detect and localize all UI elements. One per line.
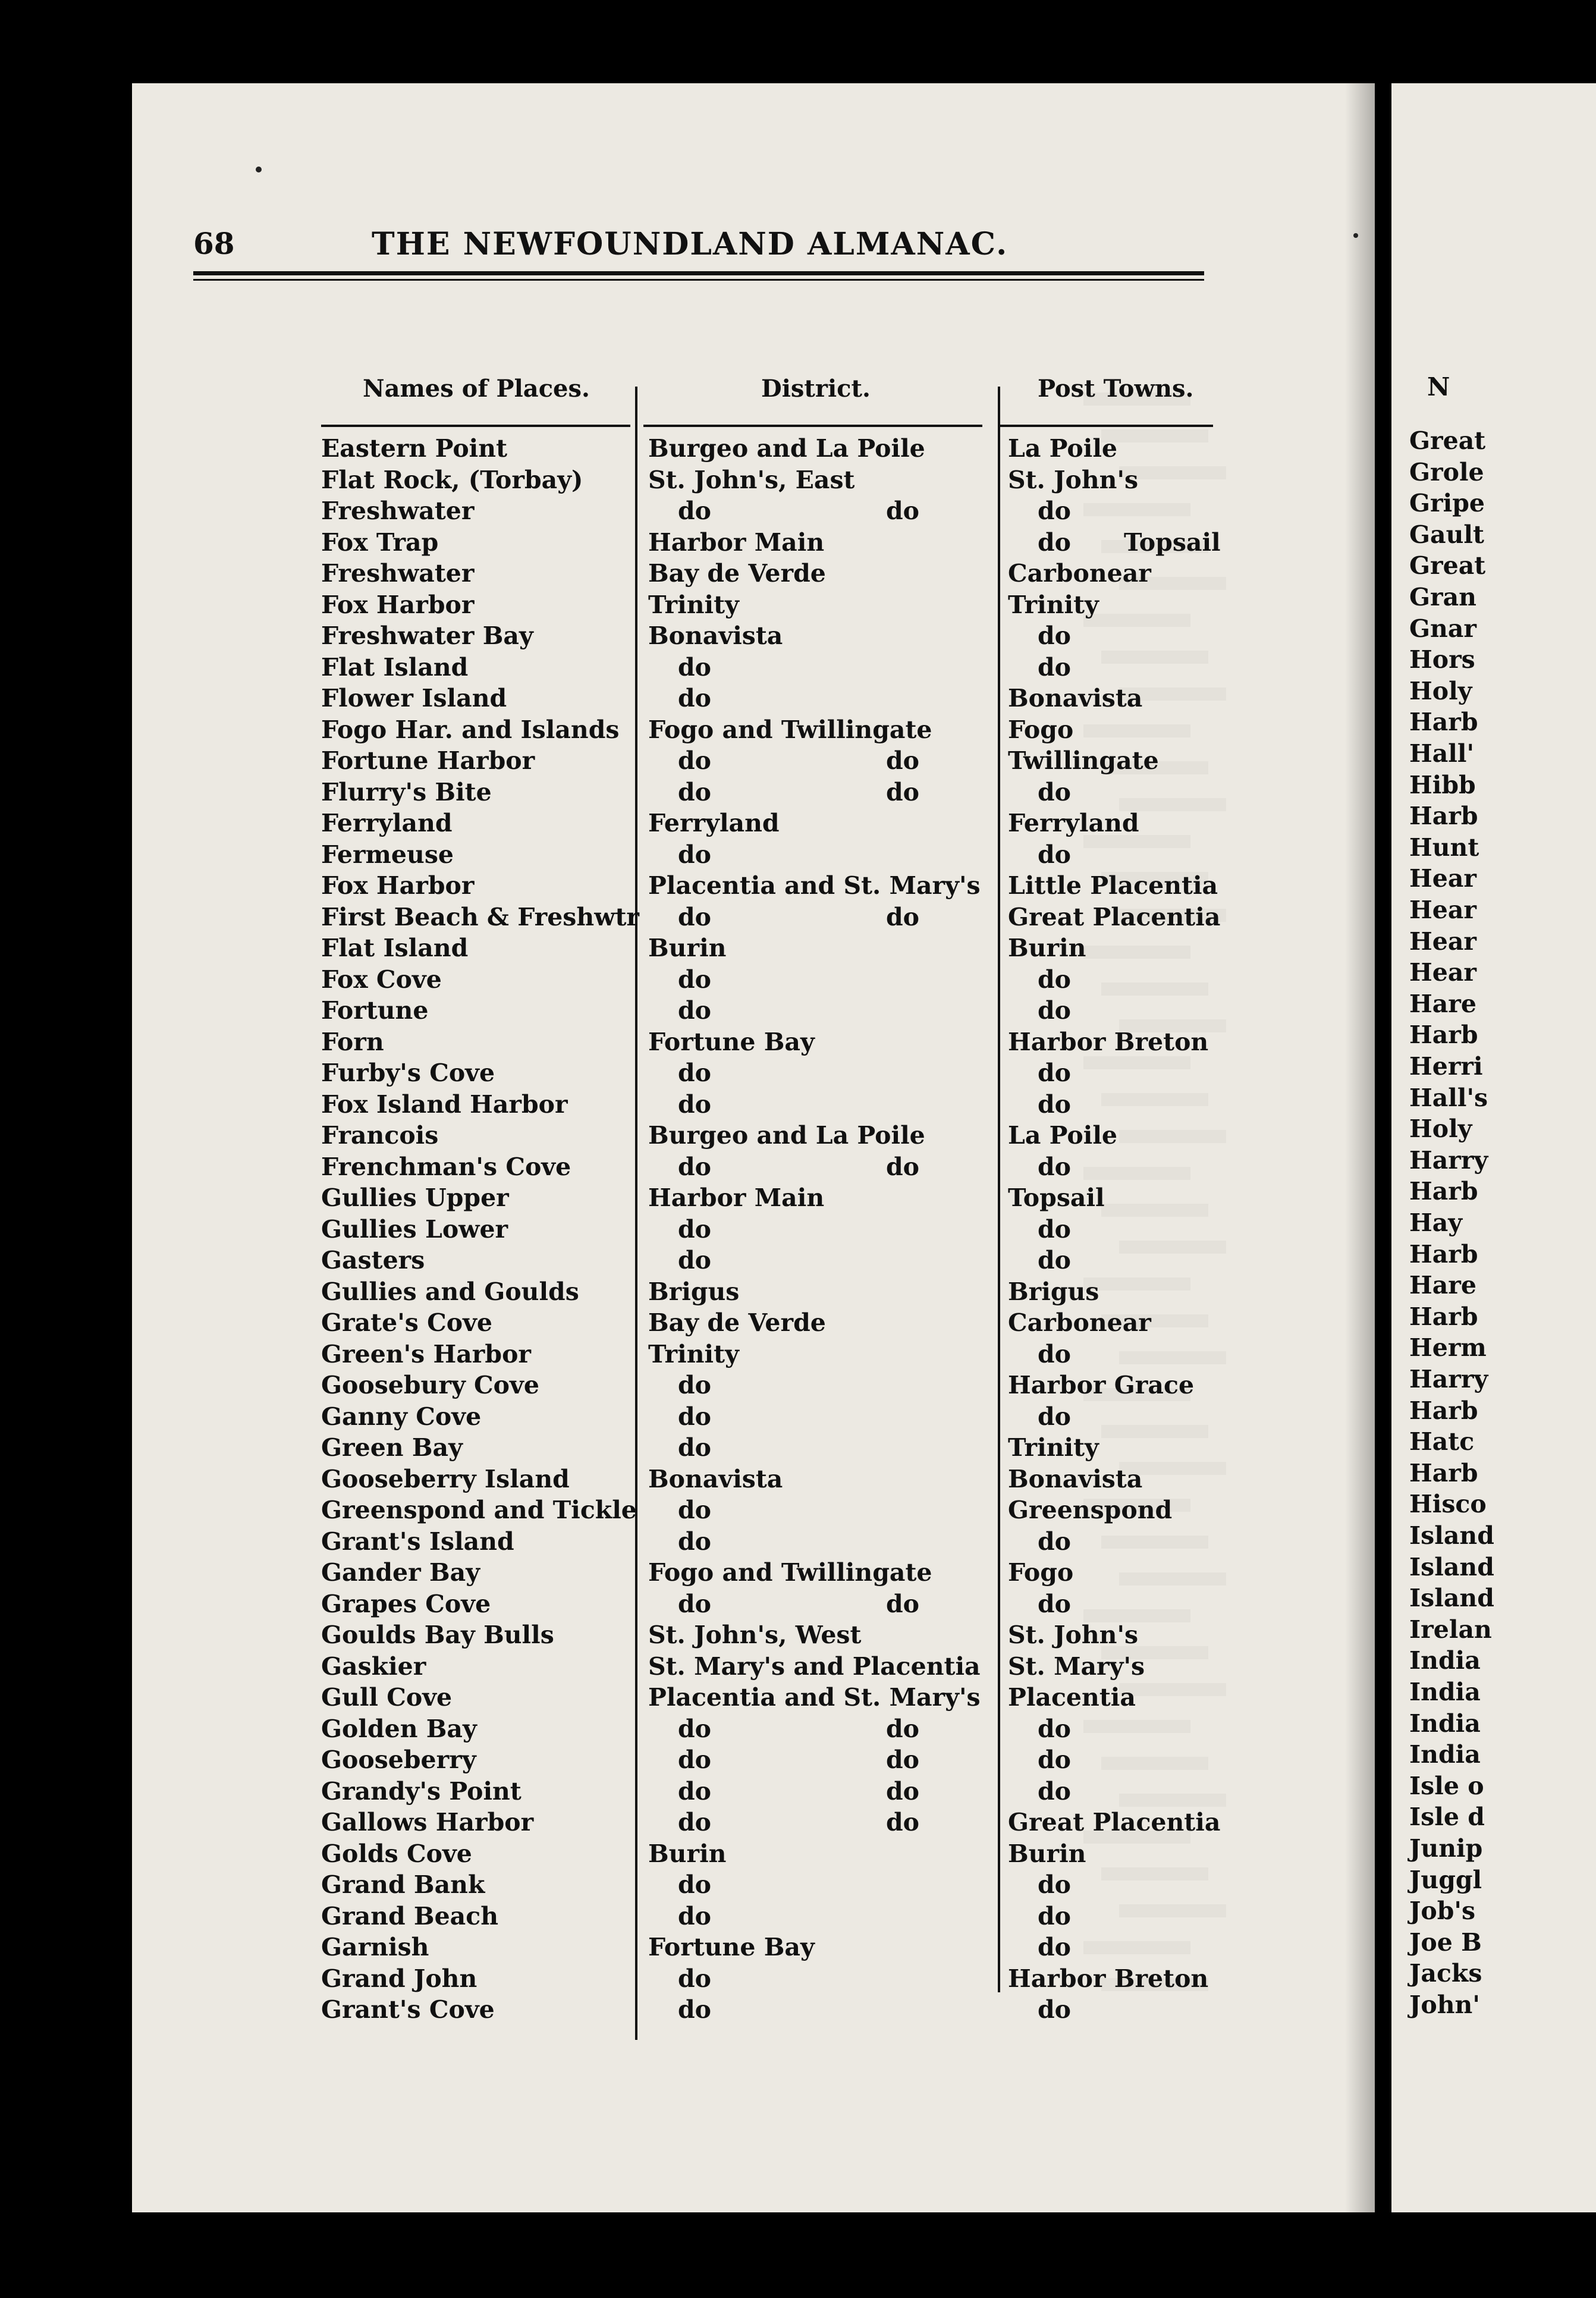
place-name: Frenchman's Cove	[321, 1152, 571, 1181]
next-page-entry: Great	[1409, 426, 1486, 455]
table-row	[0, 1588, 1243, 1619]
next-page-entry: Harb	[1409, 708, 1478, 737]
district: do	[678, 777, 712, 806]
column-header-names: Names of Places.	[363, 375, 590, 403]
post-town: Great Placentia	[1008, 902, 1221, 931]
table-row	[0, 1682, 1243, 1713]
next-page-entry: Junip	[1409, 1834, 1483, 1863]
post-town: do	[1038, 497, 1072, 525]
next-page-entry: Gran	[1409, 583, 1476, 611]
table-row	[0, 464, 1243, 495]
district: Brigus	[648, 1277, 740, 1306]
table-row	[0, 1182, 1243, 1213]
table-row	[0, 1120, 1243, 1151]
next-page-entry: Isle d	[1409, 1803, 1485, 1832]
table-row	[0, 1526, 1243, 1557]
table-row	[0, 1432, 1243, 1463]
next-page-entry: Hear	[1409, 927, 1476, 956]
next-page-entry: Gault	[1409, 520, 1484, 549]
table-row	[0, 870, 1243, 901]
district: do	[678, 1901, 712, 1930]
place-name: Ganny Cove	[321, 1402, 482, 1431]
district: do	[678, 1402, 712, 1431]
district-ditto: do	[886, 1808, 920, 1836]
next-page-entry: Hare	[1409, 989, 1476, 1018]
post-town: Bonavista	[1008, 684, 1143, 712]
post-town: do	[1038, 1214, 1072, 1244]
next-page-entry: John'	[1409, 1991, 1480, 2019]
place-name: Goosebury Cove	[321, 1371, 539, 1399]
post-town: do	[1038, 1152, 1072, 1181]
speck	[256, 167, 262, 172]
place-name: Flat Rock, (Torbay)	[321, 465, 583, 494]
post-town: do	[1038, 1090, 1072, 1119]
next-page-entry: Harb	[1409, 1396, 1478, 1425]
table-row	[0, 652, 1243, 683]
district: do	[678, 1152, 712, 1181]
next-page-entry: Harry	[1409, 1145, 1488, 1175]
district: do	[678, 965, 712, 994]
column-header-rule	[321, 425, 630, 427]
place-name: Gooseberry Island	[321, 1464, 570, 1493]
post-town: do	[1038, 1995, 1072, 2024]
district: do	[678, 1090, 712, 1119]
post-town: do	[1038, 652, 1072, 682]
district: do	[678, 1589, 712, 1618]
next-page-entry: India	[1409, 1709, 1481, 1738]
district-ditto: do	[886, 777, 920, 806]
table-row	[0, 1339, 1243, 1370]
table-row	[0, 1464, 1243, 1495]
district-ditto: do	[886, 1589, 920, 1618]
place-name: Flat Island	[321, 934, 469, 962]
district: St. Mary's and Placentia	[648, 1652, 981, 1681]
district: Bay de Verde	[648, 1308, 826, 1337]
post-town: do	[1038, 965, 1072, 994]
district: Fortune Bay	[648, 1933, 815, 1961]
next-page-entry: Hall's	[1409, 1083, 1488, 1112]
table-row	[0, 1151, 1243, 1182]
place-name: Gullies Lower	[321, 1214, 508, 1244]
next-page-entry: Juggl	[1409, 1865, 1482, 1894]
district: Burgeo and La Poile	[648, 434, 925, 463]
table-row	[0, 1307, 1243, 1338]
post-town: do	[1038, 528, 1072, 557]
table-row	[0, 1089, 1243, 1120]
district: Harbor Main	[648, 1183, 825, 1212]
district: do	[678, 1246, 712, 1274]
next-page-entry: Hare	[1409, 1271, 1476, 1300]
district: Bonavista	[648, 1464, 783, 1493]
post-town: do	[1038, 1776, 1072, 1806]
post-town: La Poile	[1008, 434, 1117, 463]
next-page-entry: Hors	[1409, 645, 1475, 674]
place-name: Fox Harbor	[321, 871, 475, 900]
table-row	[0, 777, 1243, 808]
page-number: 68	[193, 226, 235, 261]
table-row	[0, 1776, 1243, 1807]
next-page-entry: India	[1409, 1678, 1481, 1706]
post-town: Topsail	[1008, 1183, 1105, 1212]
place-name: Golds Cove	[321, 1839, 472, 1868]
district: St. John's, East	[648, 465, 855, 494]
next-page-entry: Island	[1409, 1584, 1494, 1613]
place-name: Green Bay	[321, 1433, 463, 1462]
table-row	[0, 1713, 1243, 1744]
district: do	[678, 996, 712, 1025]
district: Trinity	[648, 590, 739, 619]
post-town: do	[1038, 1402, 1072, 1431]
table-row	[0, 714, 1243, 745]
district: do	[678, 652, 712, 682]
next-page-entry: Harb	[1409, 1458, 1478, 1487]
table-row	[0, 995, 1243, 1026]
post-town: Great Placentia	[1008, 1808, 1221, 1836]
district: do	[678, 1870, 712, 1899]
table-row	[0, 1495, 1243, 1525]
post-town: Greenspond	[1008, 1496, 1173, 1524]
place-name: Flurry's Bite	[321, 777, 492, 806]
header-rule-thin	[193, 279, 1204, 281]
place-name: Grand Beach	[321, 1901, 499, 1930]
table-row	[0, 1619, 1243, 1650]
post-town: Fogo	[1008, 1558, 1074, 1587]
next-page-entry: Irelan	[1409, 1615, 1492, 1644]
place-name: Green's Harbor	[321, 1339, 532, 1368]
district-ditto: do	[886, 1746, 920, 1774]
place-name: Golden Bay	[321, 1714, 477, 1743]
district-ditto: do	[886, 746, 920, 775]
district: Placentia and St. Mary's	[648, 1683, 981, 1712]
table-row	[0, 1214, 1243, 1245]
place-name: Freshwater Bay	[321, 621, 533, 650]
table-row	[0, 495, 1243, 526]
district: do	[678, 684, 712, 712]
place-name: Gaskier	[321, 1652, 426, 1681]
table-row	[0, 1994, 1243, 2025]
page-edge-shadow	[1345, 83, 1375, 2212]
column-header-rule	[999, 425, 1213, 427]
table-row	[0, 683, 1243, 714]
next-page-entry: Hear	[1409, 958, 1476, 987]
table-row	[0, 964, 1243, 995]
post-town: Twillingate	[1008, 746, 1159, 775]
next-page-entry: Hatc	[1409, 1427, 1475, 1456]
next-page-entry: Holy	[1409, 1115, 1472, 1144]
post-town-extra: Topsail	[1124, 528, 1221, 557]
next-page-entry: Hibb	[1409, 770, 1476, 799]
table-row	[0, 527, 1243, 558]
running-header	[193, 226, 1204, 268]
district: Trinity	[648, 1339, 739, 1368]
place-name: Gallows Harbor	[321, 1808, 534, 1836]
place-name: Gull Cove	[321, 1683, 453, 1712]
place-name: Eastern Point	[321, 434, 508, 463]
district: Bonavista	[648, 621, 783, 650]
place-name: Gullies and Goulds	[321, 1277, 579, 1306]
district-ditto: do	[886, 902, 920, 931]
next-page-entry: Hear	[1409, 864, 1476, 893]
district: Burin	[648, 934, 727, 962]
table-row	[0, 745, 1243, 776]
post-town: do	[1038, 1870, 1072, 1899]
speck	[1353, 233, 1358, 238]
table-row	[0, 1401, 1243, 1432]
district: Fortune Bay	[648, 1027, 815, 1056]
next-page-entry: Harb	[1409, 1177, 1478, 1206]
district: Burgeo and La Poile	[648, 1121, 925, 1150]
place-name: Fox Island Harbor	[321, 1090, 568, 1119]
post-town: Harbor Grace	[1008, 1371, 1195, 1399]
table-row	[0, 558, 1243, 589]
place-name: First Beach & Freshwtr	[321, 902, 640, 931]
district: do	[678, 1527, 712, 1556]
next-page-header: N	[1427, 372, 1450, 401]
post-town: do	[1038, 1527, 1072, 1556]
table-row	[0, 1744, 1243, 1775]
post-town: Little Placentia	[1008, 871, 1218, 900]
next-page-entry: Hall'	[1409, 739, 1475, 768]
place-name: Grand John	[321, 1964, 477, 1993]
table-row	[0, 1276, 1243, 1307]
district: do	[678, 1808, 712, 1836]
post-town: do	[1038, 1933, 1072, 1961]
post-town: do	[1038, 996, 1072, 1025]
post-town: St. John's	[1008, 465, 1139, 494]
district: do	[678, 1371, 712, 1399]
district: Ferryland	[648, 809, 780, 837]
next-page-entry: Harb	[1409, 1302, 1478, 1331]
place-name: Francois	[321, 1121, 439, 1150]
district: do	[678, 902, 712, 931]
next-page-entry: India	[1409, 1646, 1481, 1675]
place-name: Gasters	[321, 1246, 425, 1274]
post-town: do	[1038, 1246, 1072, 1274]
post-town: do	[1038, 1746, 1072, 1774]
place-name: Fortune	[321, 996, 429, 1025]
next-page-entry: Isle o	[1409, 1771, 1484, 1800]
table-row	[0, 933, 1243, 963]
next-page-entry: Hisco	[1409, 1490, 1487, 1519]
place-name: Fox Harbor	[321, 590, 475, 619]
next-page-entry: Hay	[1409, 1208, 1463, 1237]
table-row	[0, 1838, 1243, 1869]
table-row	[0, 1370, 1243, 1401]
place-name: Fortune Harbor	[321, 746, 535, 775]
post-town: do	[1038, 1059, 1072, 1087]
place-name: Gander Bay	[321, 1558, 480, 1587]
table-row	[0, 589, 1243, 620]
table-row	[0, 808, 1243, 839]
post-town: do	[1038, 1714, 1072, 1743]
place-name: Grand Bank	[321, 1870, 485, 1899]
district: do	[678, 1746, 712, 1774]
district: do	[678, 1995, 712, 2024]
place-name: Grant's Island	[321, 1527, 514, 1556]
next-page-entry: Gnar	[1409, 614, 1476, 643]
place-name: Furby's Cove	[321, 1059, 495, 1087]
place-name: Grant's Cove	[321, 1995, 495, 2024]
post-town: Brigus	[1008, 1277, 1099, 1306]
next-page-entry: Hear	[1409, 896, 1476, 924]
column-header-rule	[643, 425, 982, 427]
next-page-entry: Island	[1409, 1521, 1494, 1550]
post-town: Bonavista	[1008, 1464, 1143, 1493]
district-ditto: do	[886, 1714, 920, 1743]
district: Bay de Verde	[648, 559, 826, 588]
table-row	[0, 1651, 1243, 1682]
next-page-entry: Grole	[1409, 457, 1484, 486]
district: do	[678, 1059, 712, 1087]
column-header-district: District.	[761, 375, 871, 403]
next-page-entry: Holy	[1409, 676, 1472, 705]
post-town: Trinity	[1008, 1433, 1099, 1462]
post-town: Harbor Breton	[1008, 1964, 1209, 1993]
post-town: do	[1038, 1589, 1072, 1618]
next-page-entry: Great	[1409, 551, 1486, 580]
next-page-entry: Island	[1409, 1552, 1494, 1581]
next-page-entry: Harry	[1409, 1365, 1488, 1393]
place-name: Freshwater	[321, 497, 475, 525]
table-row	[0, 433, 1243, 464]
district: Fogo and Twillingate	[648, 1558, 932, 1587]
place-name: Ferryland	[321, 809, 453, 837]
table-row	[0, 1557, 1243, 1588]
district: do	[678, 840, 712, 869]
place-name: Grate's Cove	[321, 1308, 493, 1337]
table-row	[0, 1932, 1243, 1963]
next-page-entry: Herri	[1409, 1052, 1483, 1081]
post-town: do	[1038, 1339, 1072, 1368]
district: do	[678, 1496, 712, 1524]
district: Fogo and Twillingate	[648, 715, 932, 744]
place-name: Goulds Bay Bulls	[321, 1621, 554, 1649]
table-row	[0, 1869, 1243, 1900]
district: Harbor Main	[648, 528, 825, 557]
post-town: do	[1038, 777, 1072, 806]
district-ditto: do	[886, 1776, 920, 1806]
table-row	[0, 1245, 1243, 1276]
place-name: Gullies Upper	[321, 1183, 509, 1212]
post-town: do	[1038, 621, 1072, 650]
post-town: Trinity	[1008, 590, 1099, 619]
district: do	[678, 1964, 712, 1993]
next-page-entry: Hunt	[1409, 833, 1479, 862]
next-page-entry: Harb	[1409, 802, 1478, 831]
post-town: do	[1038, 1901, 1072, 1930]
place-name: Fermeuse	[321, 840, 454, 869]
post-town: St. Mary's	[1008, 1652, 1145, 1681]
place-name: Greenspond and Tickle	[321, 1496, 637, 1524]
post-town: La Poile	[1008, 1121, 1117, 1150]
place-name: Grandy's Point	[321, 1776, 521, 1806]
district-ditto: do	[886, 1152, 920, 1181]
place-name: Fox Trap	[321, 528, 439, 557]
place-name: Forn	[321, 1027, 384, 1056]
post-town: do	[1038, 840, 1072, 869]
place-name: Flat Island	[321, 652, 469, 682]
table-row	[0, 1057, 1243, 1088]
post-town: Carbonear	[1008, 559, 1151, 588]
district-ditto: do	[886, 497, 920, 525]
next-page-entry: Job's	[1409, 1897, 1476, 1926]
district: Placentia and St. Mary's	[648, 871, 981, 900]
column-header-post-towns: Post Towns.	[1038, 375, 1194, 403]
next-page-entry: Jacks	[1409, 1959, 1482, 1988]
page-title: THE NEWFOUNDLAND ALMANAC.	[372, 226, 1009, 262]
district: Burin	[648, 1839, 727, 1868]
post-town: Burin	[1008, 934, 1086, 962]
next-page-entry: India	[1409, 1740, 1481, 1769]
post-town: St. John's	[1008, 1621, 1139, 1649]
place-name: Garnish	[321, 1933, 429, 1961]
next-page-entry: Herm	[1409, 1333, 1487, 1363]
district: do	[678, 1714, 712, 1743]
district: do	[678, 1214, 712, 1244]
table-row	[0, 620, 1243, 651]
table-row	[0, 1026, 1243, 1057]
table-row	[0, 1901, 1243, 1932]
table-row	[0, 1963, 1243, 1994]
next-page-entry: Harb	[1409, 1239, 1478, 1269]
post-town: Burin	[1008, 1839, 1086, 1868]
post-town: Carbonear	[1008, 1308, 1151, 1337]
district: do	[678, 746, 712, 775]
place-name: Freshwater	[321, 559, 475, 588]
place-name: Gooseberry	[321, 1746, 476, 1774]
post-town: Ferryland	[1008, 809, 1139, 837]
post-town: Placentia	[1008, 1683, 1136, 1712]
next-page-entry: Gripe	[1409, 489, 1485, 518]
district: do	[678, 1776, 712, 1806]
place-name: Fogo Har. and Islands	[321, 715, 620, 744]
district: do	[678, 1433, 712, 1462]
district: do	[678, 497, 712, 525]
place-name: Flower Island	[321, 684, 507, 712]
place-name: Grapes Cove	[321, 1589, 491, 1618]
next-page-entry: Joe B	[1409, 1927, 1482, 1957]
place-name: Fox Cove	[321, 965, 442, 994]
table-row	[0, 839, 1243, 870]
next-page-edge	[1391, 83, 1596, 2212]
post-town: Fogo	[1008, 715, 1074, 744]
table-row	[0, 1807, 1243, 1838]
post-town: Harbor Breton	[1008, 1027, 1209, 1056]
header-rule	[193, 271, 1204, 275]
next-page-entry: Harb	[1409, 1021, 1478, 1050]
table-row	[0, 902, 1243, 933]
district: St. John's, West	[648, 1621, 862, 1649]
